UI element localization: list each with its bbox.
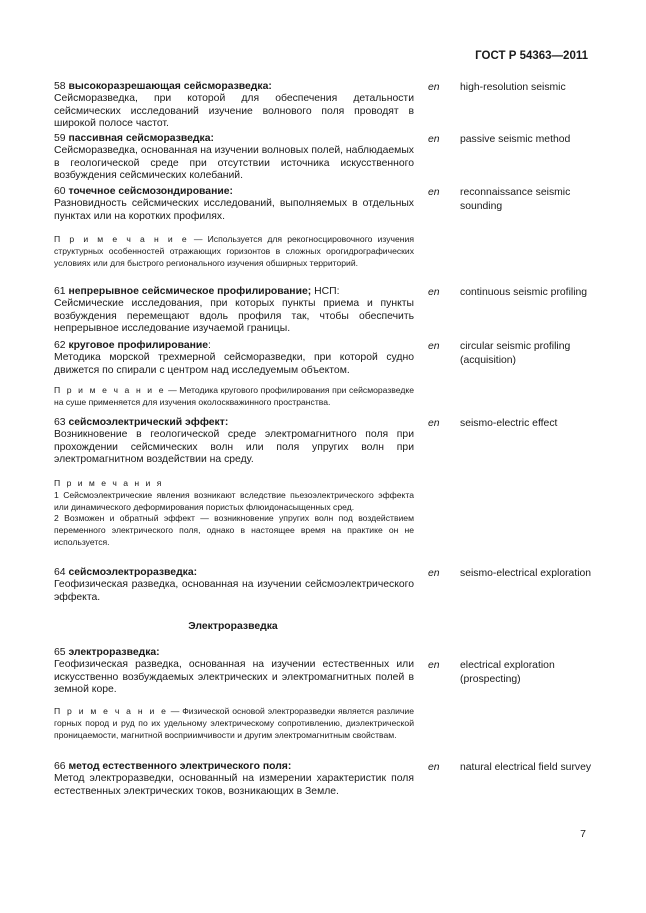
term-entry-64 — [54, 567, 414, 604]
term-name: электроразведка: — [68, 647, 160, 658]
page-number: 7 — [580, 828, 586, 840]
term-number: 64 — [54, 567, 66, 578]
term-entry-65 — [54, 647, 414, 697]
note-label: П р и м е ч а н и е — [54, 385, 166, 395]
term-entry-62 — [54, 340, 414, 377]
term-definition: Разновидность сейсмических исследований, выполняемых в отдельных пунктах или на коротких профилях. — [54, 198, 414, 222]
term-definition: Сейсморазведка, при которой для обеспечения детальности сейсмических исследований изучение волнового поля проводят в широкой полосе частот. — [54, 93, 414, 130]
term-entry-63 — [54, 417, 414, 467]
term-name: высокоразрешающая сейсморазведка: — [68, 81, 272, 92]
term-name: метод естественного электрического поля: — [68, 761, 292, 772]
language-code: en — [428, 568, 440, 579]
term-number: 58 — [54, 81, 66, 92]
english-equivalent: electrical exploration (prospecting) — [460, 660, 555, 685]
term-number: 66 — [54, 761, 66, 772]
english-equivalent: high-resolution seismic — [460, 82, 566, 93]
english-equivalent: seismo-electric effect — [460, 418, 558, 429]
note-60 — [54, 234, 414, 269]
english-equivalent: seismo-electrical exploration — [460, 568, 592, 579]
term-definition: Возникновение в геологической среде электромагнитного поля при прохождении сейсмических волн или поля упругих волн при электромагнитном воздействии на среду. — [54, 429, 414, 466]
term-entry-66 — [54, 761, 414, 798]
term-name: сейсмоэлектрический эффект: — [68, 417, 229, 428]
language-code: en — [428, 287, 440, 298]
term-number: 60 — [54, 186, 66, 197]
note-text: — Методика кругового профилирования при сейсморазведке на суше применяется для изучения околоскважинного пространства. — [54, 385, 414, 407]
term-definition: Сейсморазведка, основанная на изучении волновых полей, наблюдаемых в геологической среде при отсутствии источника искусственного возбуждения сейсмических колебаний. — [54, 145, 414, 182]
term-entry-58 — [54, 81, 414, 131]
term-number: 61 — [54, 286, 66, 297]
note-63 — [54, 478, 414, 549]
language-code: en — [428, 762, 440, 773]
term-name: круговое профилирование — [68, 340, 209, 351]
note-label: П р и м е ч а н и е — [54, 234, 189, 244]
term-definition: Геофизическая разведка, основанная на изучении естественных или искусственно возбуждаемых электрических и электромагнитных полей в земной коре. — [54, 659, 414, 696]
term-abbreviation: НСП: — [311, 286, 340, 297]
note-65 — [54, 706, 414, 741]
term-definition: Геофизическая разведка, основанная на изучении сейсмоэлектрического эффекта. — [54, 579, 414, 603]
term-number: 62 — [54, 340, 66, 351]
note-label: П р и м е ч а н и е — [54, 706, 168, 716]
language-code: en — [428, 82, 440, 93]
english-equivalent: continuous seismic profiling — [460, 287, 588, 298]
term-entry-61 — [54, 286, 414, 336]
note-text: — Физической основой электроразведки является различие горных пород и руд по их удельному электрическому сопротивлению, диэлектрической проницаемости, магнитной восприимчивости и другим электромагнитным свойствам. — [54, 706, 414, 740]
term-definition: Метод электроразведки, основанный на измерении характеристик поля естественных электрических токов, возникающих в Земле. — [54, 773, 414, 797]
page-header: ГОСТ Р 54363—2011 — [475, 50, 588, 62]
term-number: 65 — [54, 647, 66, 658]
term-definition: Сейсмические исследования, при которых пункты приема и пункты возбуждения перемещают вдоль профиля так, чтобы обеспечить непрерывное исследование изучаемой границы. — [54, 298, 414, 335]
note-62 — [54, 385, 414, 409]
term-name: пассивная сейсморазведка: — [68, 133, 214, 144]
term-entry-60 — [54, 186, 414, 223]
term-suffix: : — [208, 340, 211, 351]
note-item-2: 2 Возможен и обратный эффект — возникновение упругих волн под воздействием переменного электрического поля, однако в настоящее время на практике он не используется. — [54, 513, 414, 547]
note-item-1: 1 Сейсмоэлектрические явления возникают вследствие пьезоэлектрического эффекта или динамического деформирования пористых флюидонасыщенных сред. — [54, 489, 414, 512]
term-entry-59 — [54, 133, 414, 183]
term-name: непрерывное сейсмическое профилирование; — [68, 286, 312, 297]
term-definition: Методика морской трехмерной сейсморазведки, при которой судно движется по спирали с центром над исследуемым объектом. — [54, 352, 414, 376]
note-label: П р и м е ч а н и я — [54, 478, 164, 488]
english-equivalent: passive seismic method — [460, 134, 571, 145]
english-equivalent: reconnaissance seismic sounding — [460, 187, 571, 212]
english-equivalent: circular seismic profiling (acquisition) — [460, 341, 571, 366]
language-code: en — [428, 418, 440, 429]
language-code: en — [428, 341, 440, 352]
section-heading: Электроразведка — [188, 621, 278, 632]
english-equivalent: natural electrical field survey — [460, 762, 592, 773]
term-name: сейсмоэлектроразведка: — [68, 567, 198, 578]
language-code: en — [428, 134, 440, 145]
term-number: 59 — [54, 133, 66, 144]
term-name: точечное сейсмозондирование: — [68, 186, 233, 197]
term-number: 63 — [54, 417, 66, 428]
language-code: en — [428, 660, 440, 671]
language-code: en — [428, 187, 440, 198]
note-text: — Используется для рекогносцировочного изучения структурных особенностей отражающих горизонтов в сложных орогидрографических условиях или для быстрого регионального изучения обширных территорий. — [54, 234, 415, 268]
